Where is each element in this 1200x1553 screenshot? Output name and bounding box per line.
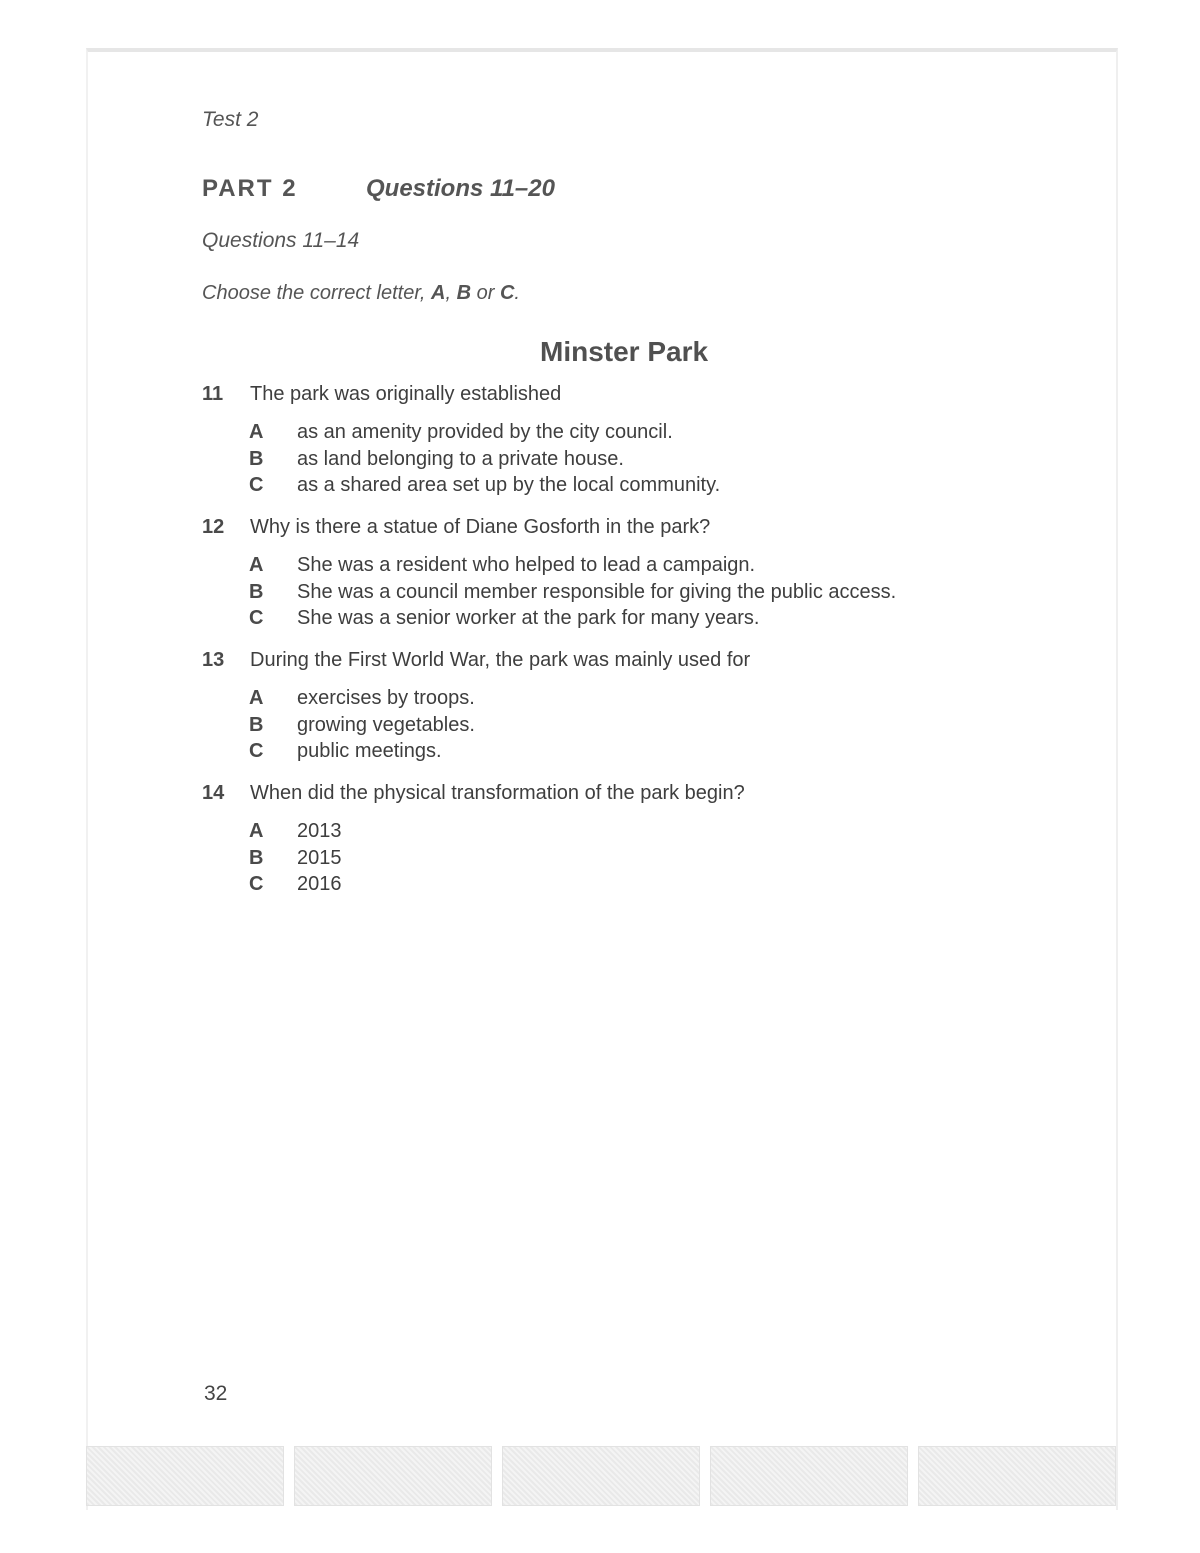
option-c [249,871,1002,898]
question-number: 11 [202,383,224,405]
option-a [249,419,1002,446]
answer-options [249,552,1002,632]
option-text: 2013 [297,820,342,842]
question-stem [202,516,1002,539]
answer-options [249,818,1002,898]
option-b [249,446,1002,473]
instruction-letter-b: B [456,282,472,304]
part-heading [202,175,555,203]
option-text: She was a resident who helped to lead a campaign. [297,554,756,576]
option-text: as an amenity provided by the city council. [297,421,673,443]
instruction [202,282,520,305]
option-letter: B [249,447,264,470]
section-questions-range: Questions 11–14 [202,229,360,252]
option-text: growing vegetables. [297,713,475,736]
question-stem [202,649,1002,672]
question-13 [202,649,1002,765]
option-c [249,472,1002,499]
option-text: 2016 [297,873,342,895]
part-questions-range: Questions 11–20 [366,175,555,202]
question-number: 14 [202,782,225,804]
instruction-period: . [514,282,520,304]
option-letter: A [249,687,264,709]
test-label: Test 2 [202,108,259,131]
question-11 [202,383,1002,499]
option-text: as land belonging to a private house. [297,447,624,470]
option-a [249,818,1002,845]
option-text: public meetings. [297,740,442,762]
option-letter: A [249,820,264,842]
option-letter: C [249,474,264,496]
option-a [249,685,1002,712]
option-b [249,579,1002,606]
answer-options [249,685,1002,765]
option-letter: C [249,740,264,762]
option-letter: A [249,421,264,443]
option-letter: B [249,846,264,869]
option-letter: B [249,713,264,736]
question-stem [202,383,1002,406]
page-number: 32 [204,1382,228,1405]
scanned-page [86,48,1118,1510]
option-c [249,605,1002,632]
scan-artifact [294,1446,492,1506]
instruction-or: or [476,282,495,304]
answer-options [249,419,1002,499]
option-letter: C [249,607,264,629]
scan-margin-strip [86,1446,1116,1506]
question-14 [202,782,1002,898]
page-title: Minster Park [540,336,709,367]
scan-artifact [918,1446,1116,1506]
question-stem [202,782,1002,805]
option-text: She was a senior worker at the park for many years. [297,607,760,629]
option-text: exercises by troops. [297,687,475,709]
question-text: During the First World War, the park was mainly used for [250,649,751,671]
option-text: She was a council member responsible for giving the public access. [297,580,897,603]
instruction-comma: , [445,282,452,304]
scan-artifact [502,1446,700,1506]
part-label: PART 2 [202,175,298,202]
option-text: as a shared area set up by the local community. [297,474,721,496]
option-letter: B [249,580,264,603]
option-text: 2015 [297,846,342,869]
question-number: 13 [202,649,225,671]
instruction-letter-c: C [499,282,515,304]
option-b [249,712,1002,739]
option-letter: C [249,873,264,895]
option-b [249,845,1002,872]
scan-artifact [710,1446,908,1506]
question-number: 12 [202,516,225,538]
option-a [249,552,1002,579]
option-c [249,738,1002,765]
question-text: The park was originally established [250,383,562,405]
instruction-prefix: Choose the correct letter, [202,282,426,304]
question-12 [202,516,1002,632]
scan-artifact [86,1446,284,1506]
instruction-letter-a: A [431,282,446,304]
option-letter: A [249,554,264,576]
question-text: When did the physical transformation of the park begin? [250,782,745,804]
question-text: Why is there a statue of Diane Gosforth in the park? [250,516,711,538]
